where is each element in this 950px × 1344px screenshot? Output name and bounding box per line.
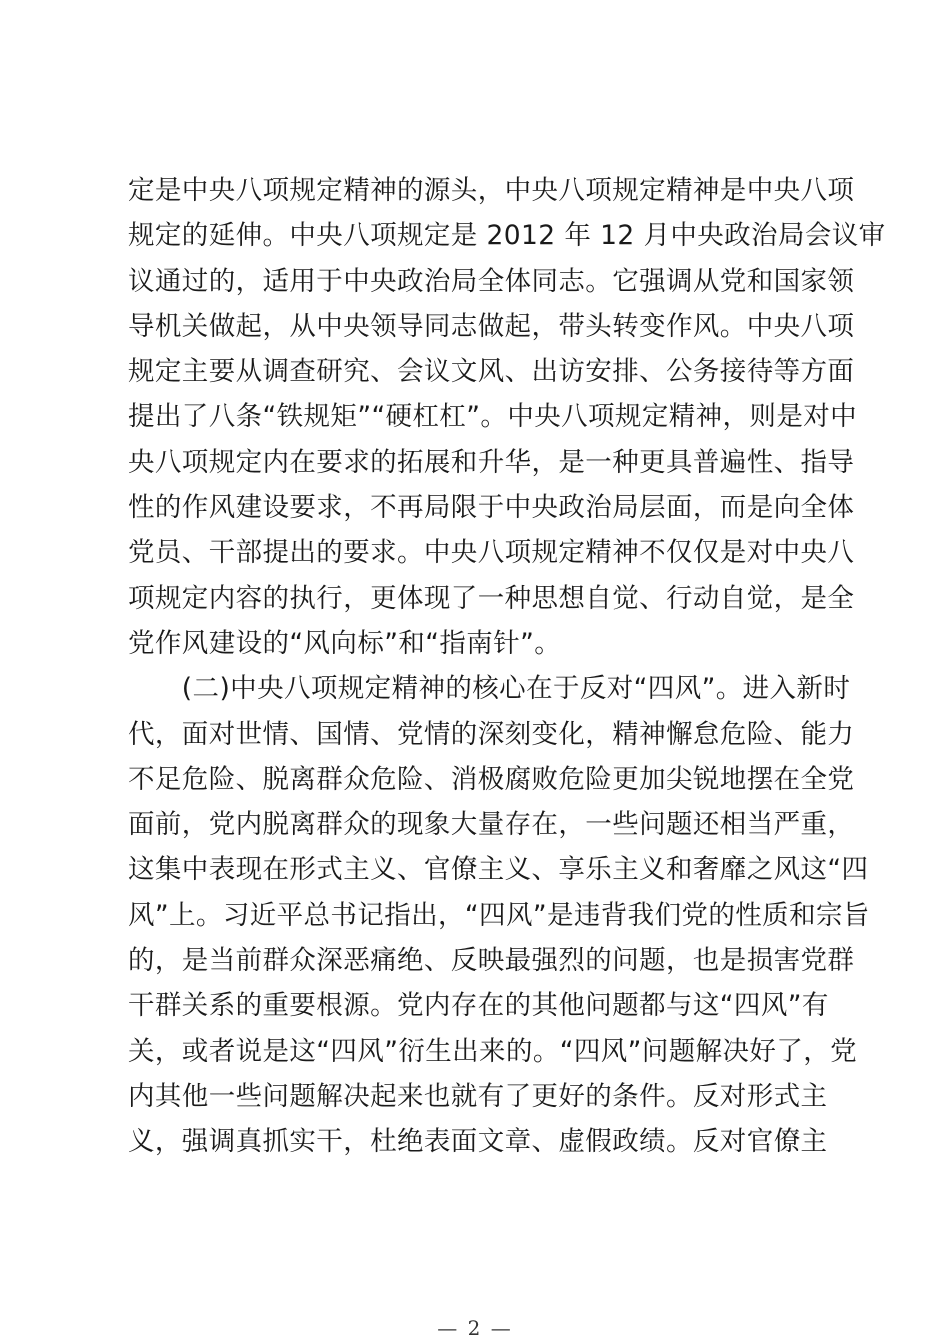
text-line: 内其他一些问题解决起来也就有了更好的条件。反对形式主 xyxy=(128,1080,828,1112)
body-text xyxy=(128,168,886,1165)
text-line: 这集中表现在形式主义、官僚主义、享乐主义和奢靡之风这“四 xyxy=(128,854,869,886)
text-line: 项规定内容的执行，更体现了一种思想自觉、行动自觉，是全 xyxy=(128,582,855,614)
text-line: 导机关做起，从中央领导同志做起，带头转变作风。中央八项 xyxy=(128,310,855,342)
text-line: 不足危险、脱离群众危险、消极腐败危险更加尖锐地摆在全党 xyxy=(128,763,855,795)
text-line: 义，强调真抓实干，杜绝表面文章、虚假政绩。反对官僚主 xyxy=(128,1126,828,1158)
text-line: 提出了八条“铁规矩”“硬杠杠”。中央八项规定精神，则是对中 xyxy=(128,401,858,433)
text-line: 干群关系的重要根源。党内存在的其他问题都与这“四风”有 xyxy=(128,990,829,1022)
paragraph-start-line: (二)中央八项规定精神的核心在于反对“四风”。进入新时 xyxy=(128,673,851,705)
text-line: 面前，党内脱离群众的现象大量存在，一些问题还相当严重， xyxy=(128,809,855,841)
text-line: 规定的延伸。中央八项规定是 2012 年 12 月中央政治局会议审 xyxy=(128,220,886,252)
text-line: 的，是当前群众深恶痛绝、反映最强烈的问题，也是损害党群 xyxy=(128,945,855,977)
text-line: 央八项规定内在要求的拓展和升华，是一种更具普遍性、指导 xyxy=(128,446,855,478)
text-line: 代，面对世情、国情、党情的深刻变化，精神懈怠危险、能力 xyxy=(128,718,855,750)
text-line: 党作风建设的“风向标”和“指南针”。 xyxy=(128,627,562,659)
text-line: 性的作风建设要求，不再局限于中央政治局层面，而是向全体 xyxy=(128,492,855,524)
page-number: — 2 — xyxy=(437,1316,513,1340)
text-line: 风”上。习近平总书记指出，“四风”是违背我们党的性质和宗旨 xyxy=(128,899,870,931)
text-line: 定是中央八项规定精神的源头，中央八项规定精神是中央八项 xyxy=(128,175,855,206)
text-line: 规定主要从调查研究、会议文风、出访安排、公务接待等方面 xyxy=(128,356,855,388)
text-line: 党员、干部提出的要求。中央八项规定精神不仅仅是对中央八 xyxy=(128,537,855,569)
text-line: 议通过的，适用于中央政治局全体同志。它强调从党和国家领 xyxy=(128,265,855,297)
text-line: 关，或者说是这“四风”衍生出来的。“四风”问题解决好了，党 xyxy=(128,1035,858,1067)
